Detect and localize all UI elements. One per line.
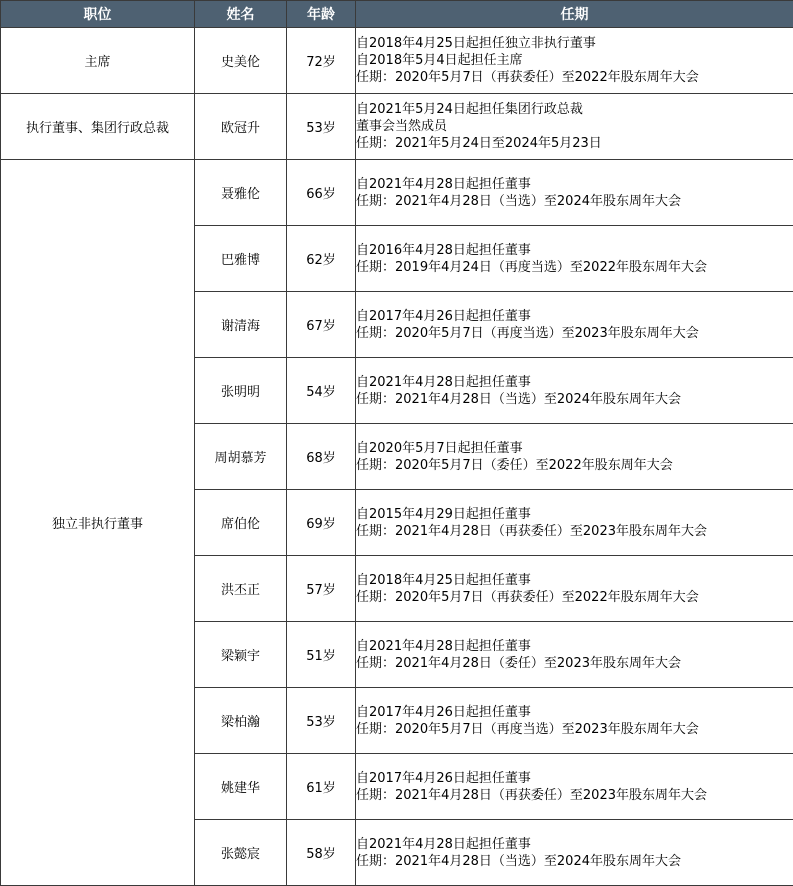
name-cell: 梁颖宇 [195,622,287,688]
term-line: 自2016年4月28日起担任董事 [356,242,793,259]
term-line: 自2020年5月7日起担任董事 [356,440,793,457]
term-cell [356,292,793,358]
name-cell: 张懿宸 [195,820,287,886]
term-line: 自2018年5月4日起担任主席 [356,52,793,69]
term-cell [356,556,793,622]
age-cell: 61岁 [287,754,356,820]
term-cell [356,358,793,424]
term-cell [356,754,793,820]
term-line: 自2017年4月26日起担任董事 [356,308,793,325]
header-position: 职位 [1,1,195,28]
table-header [1,1,793,28]
age-cell: 53岁 [287,688,356,754]
age-cell: 51岁 [287,622,356,688]
term-line: 自2021年4月28日起担任董事 [356,836,793,853]
table-row [1,160,793,226]
position-cell: 独立非执行董事 [1,160,195,886]
position-cell: 主席 [1,28,195,94]
term-line: 自2018年4月25日起担任独立非执行董事 [356,35,793,52]
name-cell: 席伯伦 [195,490,287,556]
table-row [1,94,793,160]
age-cell: 54岁 [287,358,356,424]
term-cell [356,94,793,160]
age-cell: 68岁 [287,424,356,490]
term-cell [356,226,793,292]
term-line: 任期：2021年4月28日（再获委任）至2023年股东周年大会 [356,787,793,804]
term-cell [356,622,793,688]
name-cell: 欧冠升 [195,94,287,160]
table-row [1,28,793,94]
age-cell: 67岁 [287,292,356,358]
term-cell [356,688,793,754]
term-cell [356,820,793,886]
term-line: 任期：2020年5月7日（再获委任）至2022年股东周年大会 [356,69,793,86]
table-body [1,28,793,886]
age-cell: 72岁 [287,28,356,94]
age-cell: 53岁 [287,94,356,160]
name-cell: 梁柏瀚 [195,688,287,754]
name-cell: 史美伦 [195,28,287,94]
term-line: 自2021年4月28日起担任董事 [356,374,793,391]
header-age: 年龄 [287,1,356,28]
term-line: 自2015年4月29日起担任董事 [356,506,793,523]
term-line: 自2018年4月25日起担任董事 [356,572,793,589]
term-line: 任期：2020年5月7日（再获委任）至2022年股东周年大会 [356,589,793,606]
term-cell [356,28,793,94]
age-cell: 57岁 [287,556,356,622]
term-line: 任期：2020年5月7日（再度当选）至2023年股东周年大会 [356,325,793,342]
age-cell: 69岁 [287,490,356,556]
term-cell [356,160,793,226]
name-cell: 洪丕正 [195,556,287,622]
term-cell [356,490,793,556]
term-line: 任期：2021年4月28日（委任）至2023年股东周年大会 [356,655,793,672]
term-line: 自2017年4月26日起担任董事 [356,704,793,721]
name-cell: 姚建华 [195,754,287,820]
header-name: 姓名 [195,1,287,28]
header-term: 任期 [356,1,793,28]
term-line: 董事会当然成员 [356,118,793,135]
name-cell: 谢清海 [195,292,287,358]
term-line: 任期：2021年4月28日（当选）至2024年股东周年大会 [356,853,793,870]
term-line: 任期：2021年4月28日（当选）至2024年股东周年大会 [356,193,793,210]
term-cell [356,424,793,490]
term-line: 自2017年4月26日起担任董事 [356,770,793,787]
term-line: 任期：2021年4月28日（再获委任）至2023年股东周年大会 [356,523,793,540]
name-cell: 聂雅伦 [195,160,287,226]
name-cell: 周胡慕芳 [195,424,287,490]
age-cell: 62岁 [287,226,356,292]
age-cell: 66岁 [287,160,356,226]
age-cell: 58岁 [287,820,356,886]
name-cell: 巴雅博 [195,226,287,292]
term-line: 自2021年4月28日起担任董事 [356,176,793,193]
name-cell: 张明明 [195,358,287,424]
term-line: 自2021年4月28日起担任董事 [356,638,793,655]
term-line: 自2021年5月24日起担任集团行政总裁 [356,101,793,118]
term-line: 任期：2021年5月24日至2024年5月23日 [356,135,793,152]
term-line: 任期：2019年4月24日（再度当选）至2022年股东周年大会 [356,259,793,276]
position-cell: 执行董事、集团行政总裁 [1,94,195,160]
term-line: 任期：2020年5月7日（委任）至2022年股东周年大会 [356,457,793,474]
term-line: 任期：2020年5月7日（再度当选）至2023年股东周年大会 [356,721,793,738]
term-line: 任期：2021年4月28日（当选）至2024年股东周年大会 [356,391,793,408]
